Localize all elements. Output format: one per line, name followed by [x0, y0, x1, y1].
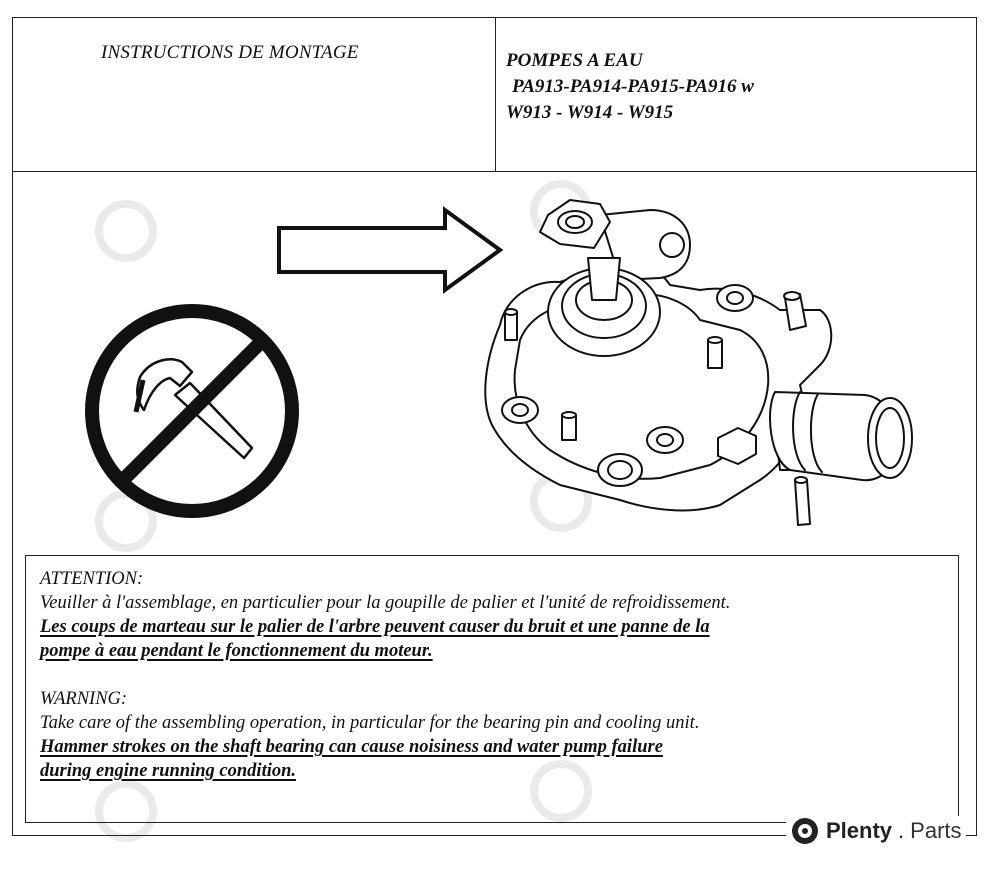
plenty-parts-logo-icon — [790, 816, 820, 846]
notice-fr-emphasis-2: pompe à eau pendant le fonctionnement du moteur. — [40, 641, 433, 661]
water-pump-illustration — [485, 200, 912, 525]
arrow-right-icon — [279, 210, 500, 290]
notice-en-line: Take care of the assembling operation, in particular for the bearing pin and cooling unit. — [40, 713, 700, 733]
no-hammer-icon — [92, 311, 292, 511]
header-right-line-1: POMPES A EAU — [506, 50, 643, 71]
brand-name-bold: Plenty — [826, 818, 893, 843]
header-right-line-3: W913 - W914 - W915 — [506, 102, 674, 123]
brand-name-rest: Parts — [910, 818, 962, 843]
notice-fr-emphasis-1: Les coups de marteau sur le palier de l'arbre peuvent causer du bruit et une panne de la — [40, 617, 710, 637]
header-left-title: INSTRUCTIONS DE MONTAGE — [101, 42, 359, 63]
warning-notice — [25, 555, 959, 823]
notice-english — [40, 687, 944, 783]
notice-fr-line: Veuiller à l'assemblage, en particulier pour la goupille de palier et l'unité de refroidissement. — [40, 593, 731, 613]
header-right-line-2: PA913-PA914-PA915-PA916 w — [512, 76, 754, 97]
notice-en-emphasis-2: during engine running condition. — [40, 761, 297, 781]
plenty-parts-brand — [786, 816, 966, 846]
notice-en-emphasis-1: Hammer strokes on the shaft bearing can cause noisiness and water pump failure — [40, 737, 663, 757]
notice-fr-heading: ATTENTION: — [40, 569, 144, 589]
brand-name-dot: . — [898, 818, 905, 843]
notice-french — [40, 567, 944, 663]
notice-en-heading: WARNING: — [40, 689, 128, 709]
